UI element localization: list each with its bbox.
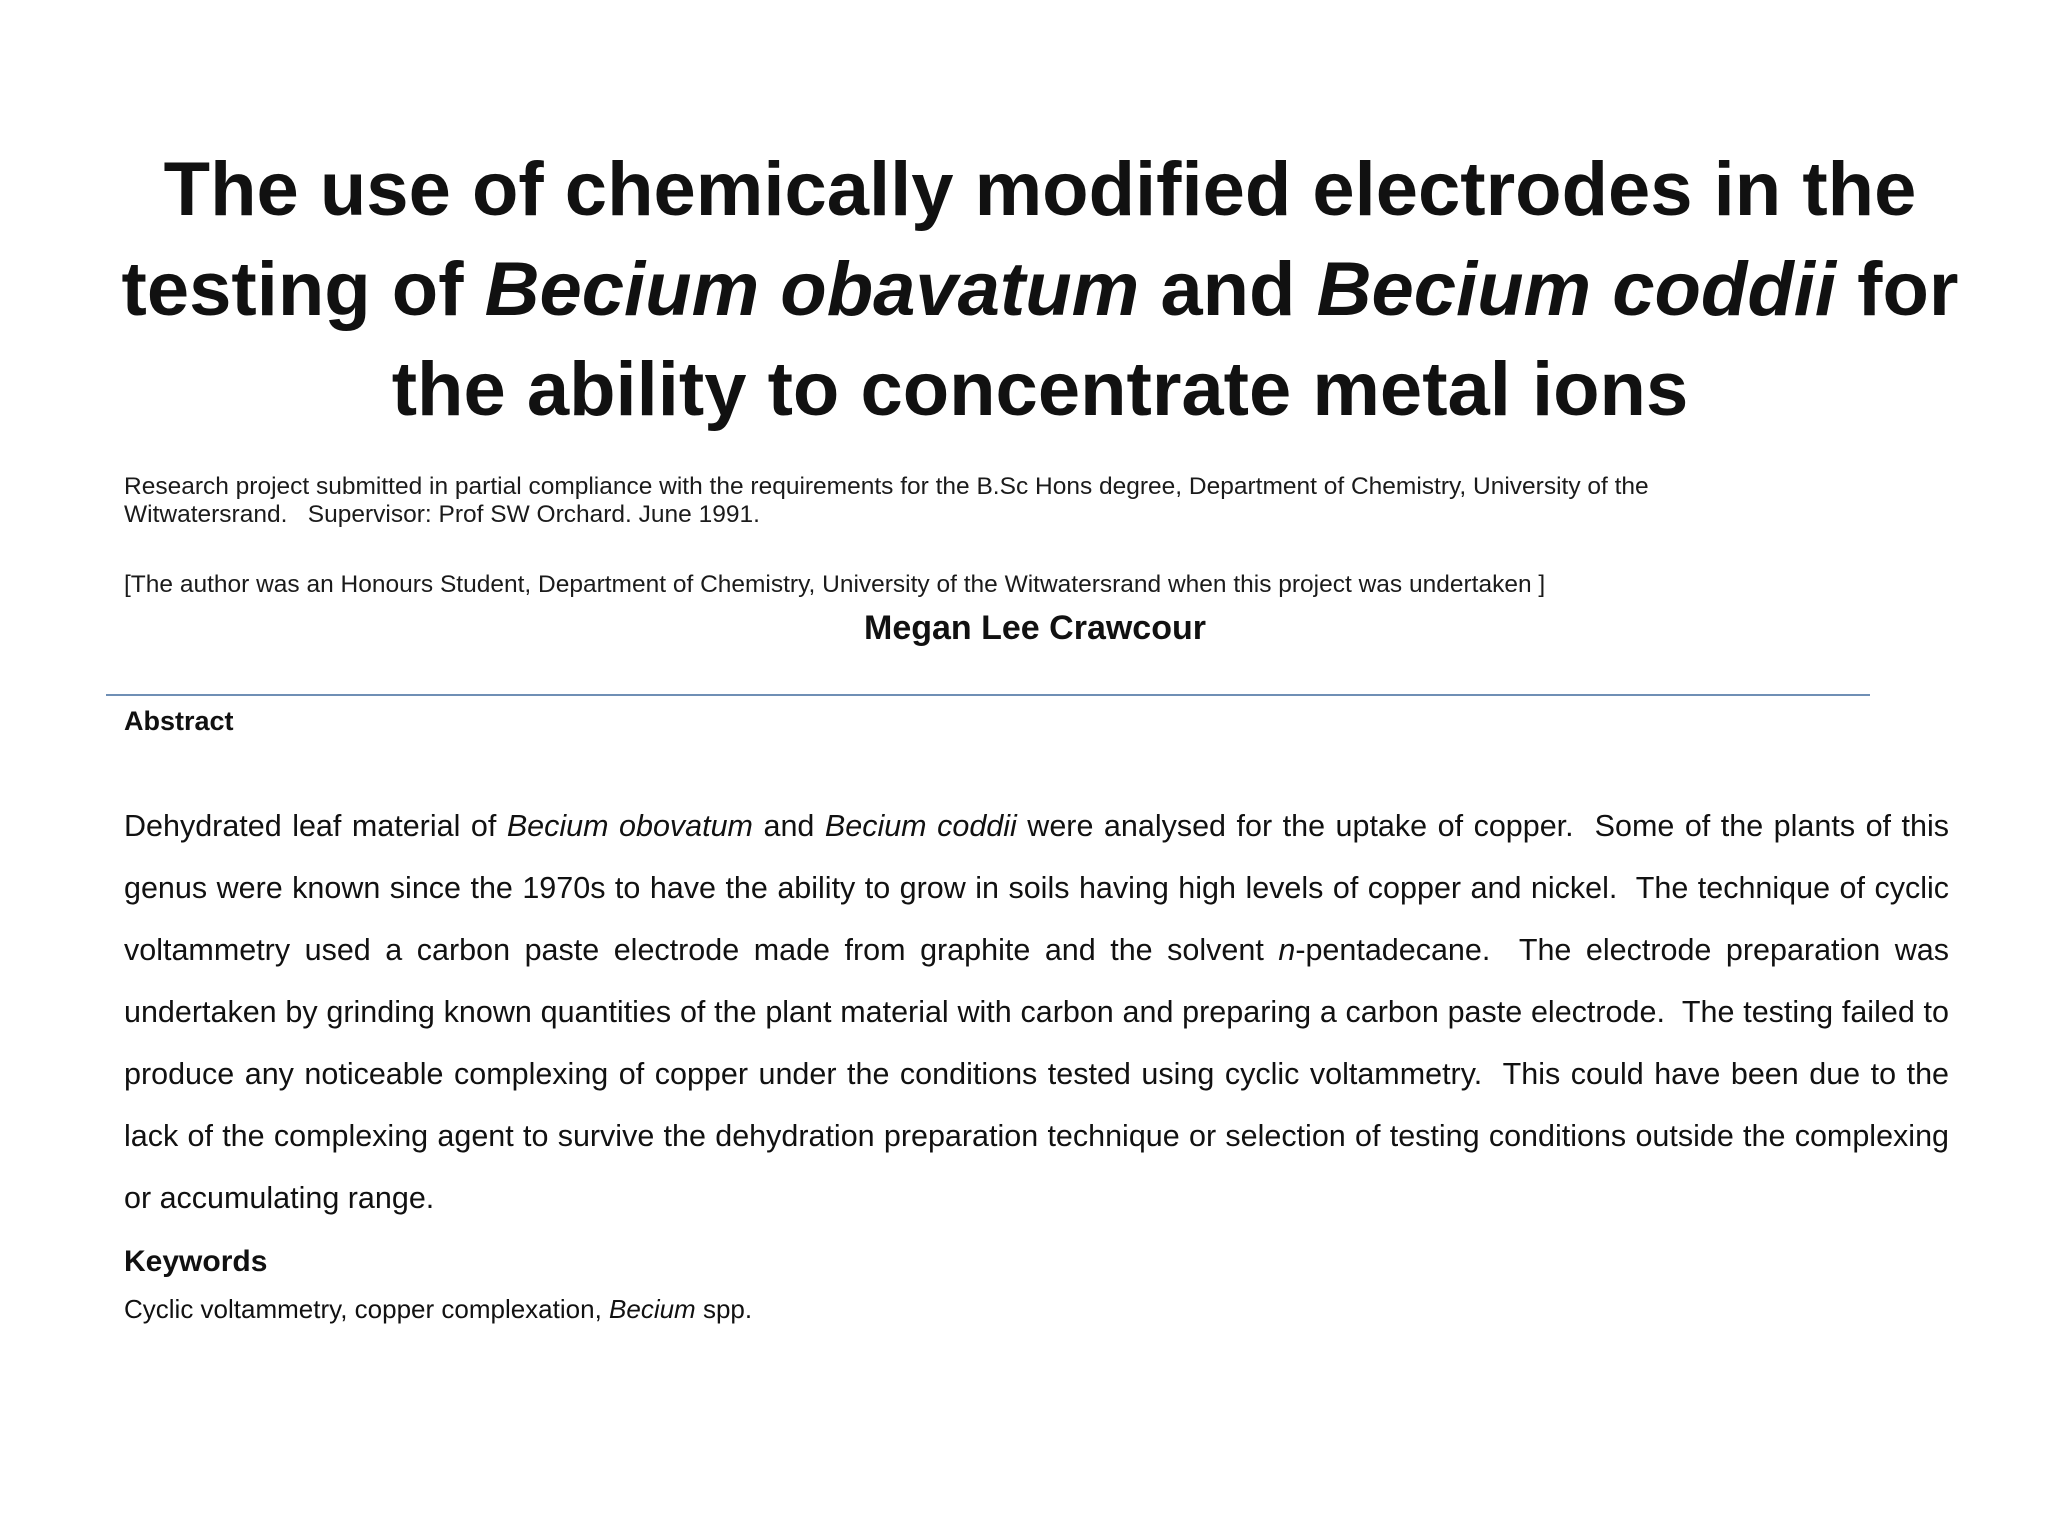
keywords-text-after: spp. — [695, 1294, 753, 1324]
abstract-n-prefix: n — [1278, 933, 1296, 967]
abstract-text-1: Dehydrated leaf material of — [124, 809, 507, 843]
header-divider — [106, 694, 1870, 696]
abstract-text-3: were analysed for the uptake of copper. Some of the plants of this genus were known since the 1970s to have the ability to grow in soils having high levels of copper and nickel. The technique of cyclic voltammetry used a carbon paste electrode made from graphite and the solvent — [124, 809, 1949, 967]
submission-note: Research project submitted in partial compliance with the requirements for the B.Sc Hons degree, Department of Chemistry, University of the Witwatersrand. Supervisor: Prof SW Orchard. June 1991. — [124, 473, 1649, 528]
author-note: [The author was an Honours Student, Department of Chemistry, University of the Witwatersrand when this project was undertaken ] — [124, 571, 1546, 598]
author-name: Megan Lee Crawcour — [864, 609, 1206, 647]
abstract-species-1: Becium obovatum — [506, 809, 753, 843]
title-text-part-3: for the ability to concentrate metal ions — [391, 247, 1959, 432]
abstract-text-2: and — [752, 809, 825, 843]
keywords-text-before: Cyclic voltammetry, copper complexation, — [124, 1294, 610, 1324]
title-text-part-2: and — [1139, 247, 1317, 332]
keywords-list — [124, 1293, 752, 1325]
abstract-species-2: Becium coddii — [824, 809, 1017, 843]
abstract-body — [124, 795, 1949, 1229]
title-species-2: Becium coddii — [1316, 247, 1837, 332]
abstract-text-4: -pentadecane. The electrode preparation was undertaken by grinding known quantities of the plant material with carbon and preparing a carbon paste electrode. The testing failed to produce any noticeable complexing of copper under the conditions tested using cyclic voltammetry. This could have been due to the lack of the complexing agent to survive the dehydration preparation technique or selection of testing conditions outside the complexing or accumulating range. — [124, 933, 1950, 1215]
title-species-1: Becium obavatum — [484, 247, 1140, 332]
abstract-heading: Abstract — [124, 706, 234, 736]
paper-title — [100, 140, 1980, 440]
keywords-genus: Becium — [609, 1294, 696, 1324]
title-text-part-1: The use of chemically modified electrodes in the testing of — [121, 147, 1917, 332]
keywords-heading: Keywords — [124, 1245, 268, 1278]
